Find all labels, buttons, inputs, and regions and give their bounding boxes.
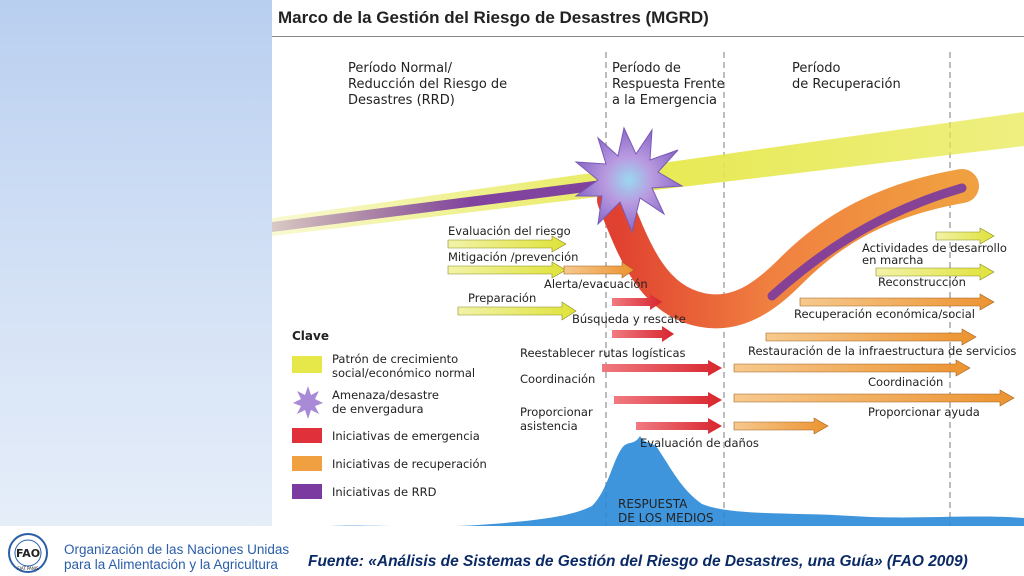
svg-text:Recuperación económica/social: Recuperación económica/social [794,307,975,321]
org-name-line-2: para la Alimentación y la Agricultura [64,557,278,572]
organization-name [64,542,289,572]
svg-text:Reconstrucción: Reconstrucción [878,275,966,289]
legend-item-growth [292,352,475,380]
activity-reconstruccion [878,275,966,289]
mgrd-diagram [272,0,1024,552]
legend-title: Clave [292,329,329,343]
svg-text:Actividades de desarrolloen ma: Actividades de desarrollo en marcha [862,241,1007,267]
activity-coordinacion-right [868,375,943,389]
svg-text:Patrón de crecimientosocial/ec: Patrón de crecimiento social/económico normal [332,352,476,380]
svg-text:Restauración de la infraestruc: Restauración de la infraestructura de servicios [748,344,1017,358]
activity-preparacion [458,291,576,320]
legend [292,329,487,499]
svg-text:Iniciativas de recuperación: Iniciativas de recuperación [332,457,487,471]
media-response-label: RESPUESTA DE LOS MEDIOS [618,497,714,525]
svg-text:Reestablecer rutas logísticas: Reestablecer rutas logísticas [520,346,686,360]
period-recovery-header: Período de Recuperación [792,61,901,92]
legend-item-hazard [293,386,439,419]
legend-item-recovery [292,456,487,471]
svg-text:Proporcionarasistencia: Proporcionar asistencia [520,405,593,433]
period-normal-header: Período Normal/ Reducción del Riesgo de Desastres (RRD) [348,61,508,108]
hazard-star-icon [293,386,323,419]
svg-text:Amenaza/desastrede envergadura: Amenaza/desastre de envergadura [332,388,439,416]
activity-alerta [544,277,648,291]
svg-text:Iniciativas de emergencia: Iniciativas de emergencia [332,429,480,443]
svg-text:Mitigación /prevención: Mitigación /prevención [448,250,579,264]
period-emergency-header: Período de Respuesta Frente a la Emergencia [612,61,725,108]
svg-text:Proporcionar ayuda: Proporcionar ayuda [868,405,980,419]
svg-text:Coordinación: Coordinación [868,375,944,389]
svg-text:FAO: FAO [15,547,41,560]
org-name-line-1: Organización de las Naciones Unidas [64,542,290,557]
svg-text:Alerta/evacuación: Alerta/evacuación [544,277,648,291]
legend-item-rrd [292,484,437,499]
svg-text:Búsqueda y rescate: Búsqueda y rescate [572,312,686,326]
svg-text:FIAT PANIS: FIAT PANIS [17,566,39,571]
activity-evaluacion-danos [640,436,759,450]
svg-text:Iniciativas de RRD: Iniciativas de RRD [332,485,437,499]
activity-evaluacion-riesgo [448,224,571,252]
legend-item-emergency [292,428,480,443]
fao-logo-icon [4,532,58,574]
activity-infraestructura [734,344,1016,376]
activity-recuperacion-eco [766,294,994,345]
mgrd-figure [272,0,1024,552]
svg-text:Preparación: Preparación [468,291,537,305]
left-blue-panel [0,0,272,576]
svg-text:Evaluación de daños: Evaluación de daños [640,436,759,450]
activity-desarrollo [862,228,1007,280]
svg-text:Evaluación del riesgo: Evaluación del riesgo [448,224,571,238]
figure-title: Marco de la Gestión del Riesgo de Desastres (MGRD) [278,8,709,27]
activity-asistencia [520,392,722,434]
svg-text:Coordinación: Coordinación [520,372,596,386]
source-citation: Fuente: «Análisis de Sistemas de Gestión del Riesgo de Desastres, una Guía» (FAO 2009) [308,553,968,570]
activity-ayuda [734,390,1014,434]
activity-coordinacion-left [520,372,595,386]
